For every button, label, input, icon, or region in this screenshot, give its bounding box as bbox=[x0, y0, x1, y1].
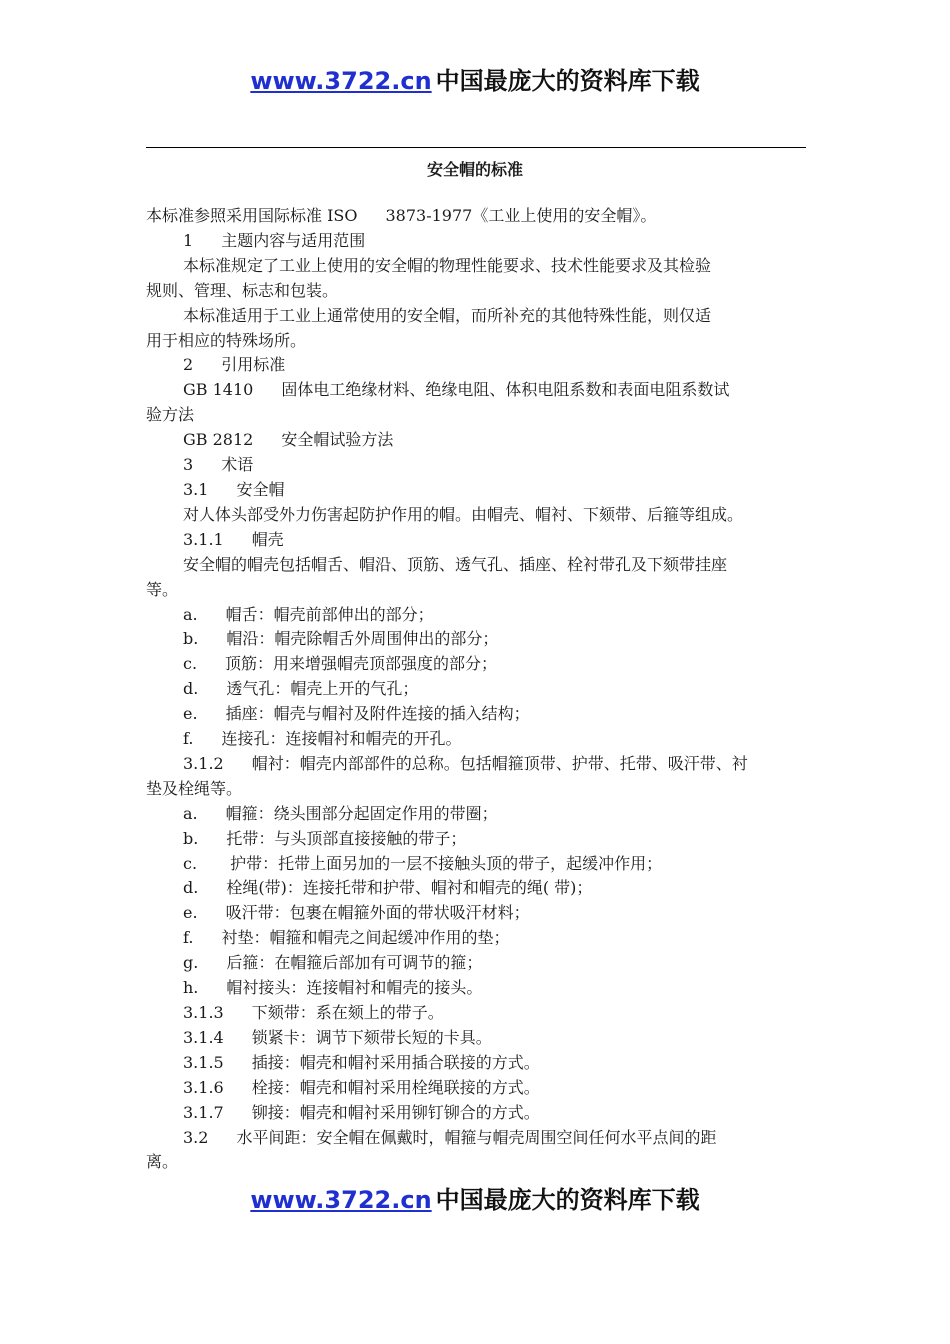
text-line bbox=[146, 329, 816, 354]
line-text: 固体电工绝缘材料、绝缘电阻、体积电阻系数和表面电阻系数试 bbox=[281, 380, 730, 400]
line-text: 本标准适用于工业上通常使用的安全帽，而所补充的其他特殊性能，则仅适 bbox=[183, 305, 712, 325]
text-line bbox=[146, 304, 816, 329]
line-label: 3.1.6 bbox=[183, 1077, 224, 1097]
line-label: b. bbox=[183, 629, 199, 649]
line-text: 帽衬接头：连接帽衬和帽壳的接头。 bbox=[226, 978, 483, 998]
line-text: 主题内容与适用范围 bbox=[221, 230, 366, 250]
line-label: 本标准参照采用国际标准 ISO bbox=[146, 206, 358, 225]
line-text: 锁紧卡：调节下颏带长短的卡具。 bbox=[251, 1027, 492, 1047]
text-line bbox=[146, 951, 816, 976]
line-text: 顶筋：用来增强帽壳顶部强度的部分； bbox=[225, 654, 498, 674]
line-text: 透气孔：帽壳上开的气孔； bbox=[226, 679, 419, 699]
text-line bbox=[146, 876, 816, 901]
text-line bbox=[146, 1150, 816, 1175]
line-label: 3.2 bbox=[183, 1127, 209, 1147]
text-line bbox=[146, 1026, 816, 1051]
text-line bbox=[146, 553, 816, 578]
text-line bbox=[146, 603, 816, 628]
line-label: g. bbox=[183, 953, 199, 973]
document-body bbox=[146, 204, 816, 1175]
text-line bbox=[146, 976, 816, 1001]
line-label: 3 bbox=[183, 455, 194, 475]
site-link-footer[interactable]: www.3722.cn bbox=[250, 1186, 432, 1214]
line-text: 插接：帽壳和帽衬采用插合联接的方式。 bbox=[251, 1052, 540, 1072]
line-label: b. bbox=[183, 828, 199, 848]
line-text: 引用标准 bbox=[221, 355, 286, 375]
line-label: 3.1.1 bbox=[183, 529, 224, 549]
line-text: 铆接：帽壳和帽衬采用铆钉铆合的方式。 bbox=[251, 1102, 540, 1122]
text-line bbox=[146, 777, 816, 802]
text-line bbox=[146, 752, 816, 777]
footer-banner bbox=[0, 1185, 950, 1215]
text-line bbox=[146, 428, 816, 453]
line-label: 3.1.5 bbox=[183, 1052, 224, 1072]
line-text: 托带：与头顶部直接接触的带子； bbox=[226, 828, 467, 848]
text-line bbox=[146, 503, 816, 528]
line-text: 规则、管理、标志和包装。 bbox=[146, 280, 339, 300]
line-text: 帽衬：帽壳内部部件的总称。包括帽箍顶带、护带、托带、吸汗带、衬 bbox=[251, 753, 748, 773]
line-text: 连接孔：连接帽衬和帽壳的开孔。 bbox=[221, 729, 462, 749]
line-label: GB 1410 bbox=[183, 380, 254, 400]
text-line bbox=[146, 702, 816, 727]
line-text: 对人体头部受外力伤害起防护作用的帽。由帽壳、帽衬、下颏带、后箍等组成。 bbox=[183, 504, 744, 524]
text-line bbox=[146, 652, 816, 677]
line-label: f. bbox=[183, 729, 194, 749]
line-text: 安全帽试验方法 bbox=[281, 430, 394, 450]
text-line bbox=[146, 926, 816, 951]
document-title: 安全帽的标准 bbox=[426, 160, 523, 179]
line-label: c. bbox=[183, 654, 198, 674]
line-label: d. bbox=[183, 878, 199, 898]
line-label: a. bbox=[183, 803, 198, 823]
text-line bbox=[146, 578, 816, 603]
text-line bbox=[146, 1101, 816, 1126]
line-label: f. bbox=[183, 928, 194, 948]
line-label: h. bbox=[183, 978, 199, 998]
line-label: c. bbox=[183, 853, 198, 873]
text-line bbox=[146, 403, 816, 428]
text-line bbox=[146, 353, 816, 378]
text-line bbox=[146, 204, 816, 229]
text-line bbox=[146, 827, 816, 852]
line-label: 3.1.7 bbox=[183, 1102, 224, 1122]
text-line bbox=[146, 677, 816, 702]
line-text: 本标准规定了工业上使用的安全帽的物理性能要求、技术性能要求及其检验 bbox=[183, 255, 712, 275]
line-text: 栓接：帽壳和帽衬采用栓绳联接的方式。 bbox=[251, 1077, 540, 1097]
text-line bbox=[146, 229, 816, 254]
text-line bbox=[146, 1076, 816, 1101]
line-text: 护带：托带上面另加的一层不接触头顶的带子，起缓冲作用； bbox=[225, 853, 663, 873]
text-line bbox=[146, 1051, 816, 1076]
line-label: a. bbox=[183, 604, 198, 624]
line-label: 3.1.2 bbox=[183, 753, 224, 773]
line-text: 帽舌：帽壳前部伸出的部分； bbox=[225, 604, 434, 624]
text-line bbox=[146, 453, 816, 478]
text-line bbox=[146, 852, 816, 877]
line-text: 衬垫：帽箍和帽壳之间起缓冲作用的垫； bbox=[221, 928, 510, 948]
line-label: 2 bbox=[183, 355, 194, 375]
line-label: e. bbox=[183, 903, 198, 923]
text-line bbox=[146, 254, 816, 279]
text-line bbox=[146, 727, 816, 752]
line-text: 下颏带：系在颏上的带子。 bbox=[251, 1003, 444, 1022]
line-text: 安全帽的帽壳包括帽舌、帽沿、顶筋、透气孔、插座、栓衬带孔及下颏带挂座 bbox=[183, 554, 728, 574]
line-text: 等。 bbox=[146, 579, 179, 599]
line-text: 安全帽 bbox=[236, 479, 285, 499]
line-text: 垫及栓绳等。 bbox=[146, 778, 243, 798]
line-text: 后箍：在帽箍后部加有可调节的箍； bbox=[226, 953, 483, 973]
line-text: 3873-1977《工业上使用的安全帽》。 bbox=[385, 206, 657, 225]
text-line bbox=[146, 478, 816, 503]
line-label: e. bbox=[183, 704, 198, 724]
line-label: 3.1.4 bbox=[183, 1027, 224, 1047]
line-text: 离。 bbox=[146, 1152, 179, 1172]
text-line bbox=[146, 901, 816, 926]
line-text: 术语 bbox=[221, 455, 254, 475]
line-text: 插座：帽壳与帽衬及附件连接的插入结构； bbox=[225, 704, 530, 724]
line-text: 帽壳 bbox=[251, 529, 284, 549]
header-banner bbox=[0, 66, 950, 96]
line-label: 3.1 bbox=[183, 479, 209, 499]
line-text: 吸汗带：包裹在帽箍外面的带状吸汗材料； bbox=[225, 903, 530, 923]
line-text: 水平间距：安全帽在佩戴时，帽箍与帽壳周围空间任何水平点间的距 bbox=[236, 1127, 717, 1147]
site-link[interactable]: www.3722.cn bbox=[250, 67, 432, 95]
line-label: GB 2812 bbox=[183, 430, 254, 450]
line-label: 3.1.3 bbox=[183, 1003, 224, 1022]
text-line bbox=[146, 279, 816, 304]
line-text: 帽沿：帽壳除帽舌外周围伸出的部分； bbox=[226, 629, 499, 649]
line-text: 帽箍：绕头围部分起固定作用的带圈； bbox=[225, 803, 498, 823]
banner-tagline: 中国最庞大的资料库下载 bbox=[435, 67, 700, 95]
text-line bbox=[146, 627, 816, 652]
line-text: 栓绳(带)：连接托带和护带、帽衬和帽壳的绳( 带)； bbox=[226, 878, 593, 898]
text-line bbox=[146, 378, 816, 403]
text-line bbox=[146, 1126, 816, 1151]
line-text: 验方法 bbox=[146, 405, 195, 425]
line-label: 1 bbox=[183, 230, 194, 250]
text-line bbox=[146, 802, 816, 827]
text-line bbox=[146, 528, 816, 553]
line-text: 用于相应的特殊场所。 bbox=[146, 330, 307, 350]
header-divider bbox=[146, 147, 806, 148]
text-line bbox=[146, 1001, 816, 1026]
footer-tagline: 中国最庞大的资料库下载 bbox=[435, 1186, 700, 1214]
line-label: d. bbox=[183, 679, 199, 699]
